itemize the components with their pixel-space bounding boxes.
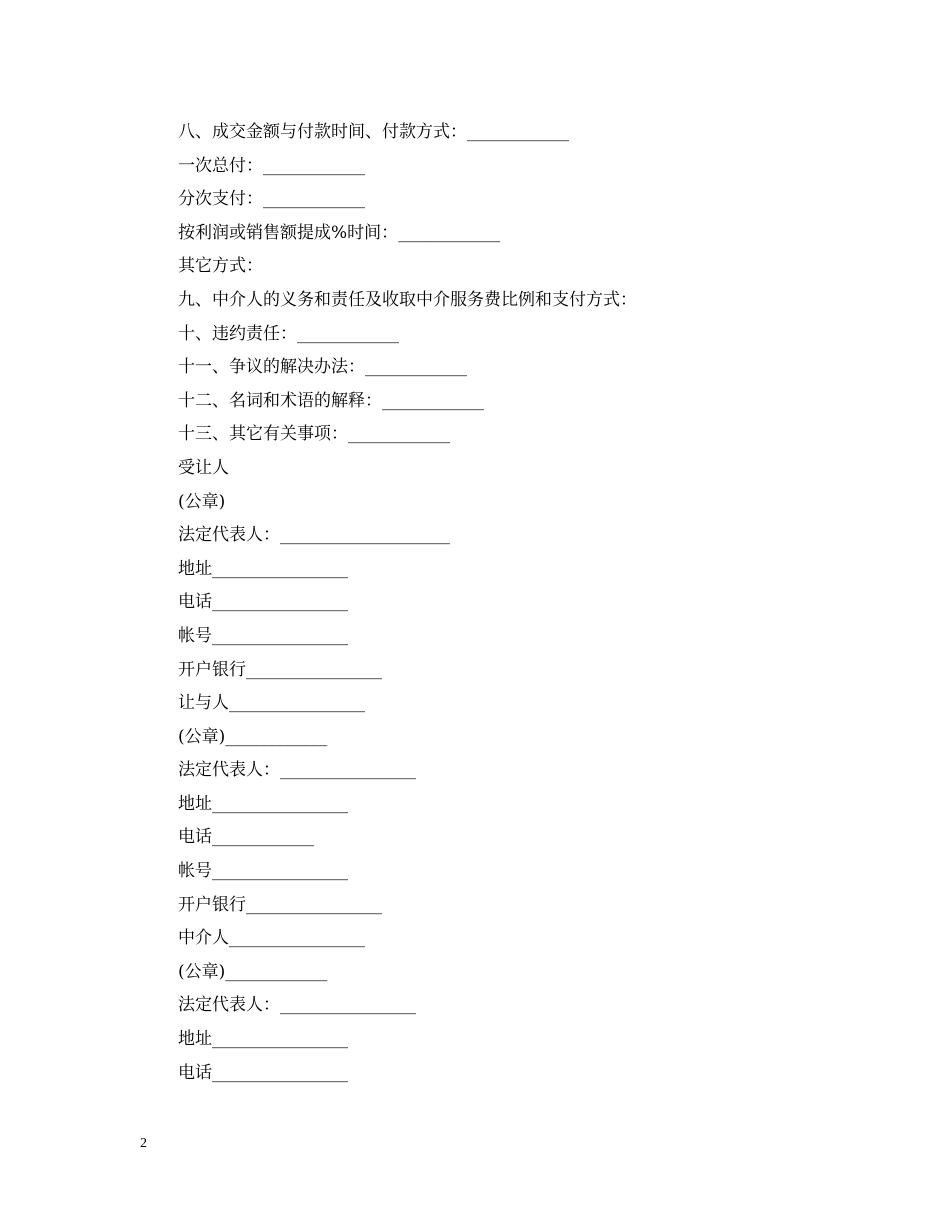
clause-10-liability: 十、违约责任：____________ [178, 323, 399, 344]
page-number: 2 [140, 1136, 147, 1151]
assignor-phone: 电话____________ [178, 827, 314, 848]
assignee-account: 帐号________________ [178, 625, 348, 646]
assignee-address: 地址________________ [178, 558, 348, 579]
document-body [178, 116, 878, 1090]
intermediary-address: 地址________________ [178, 1029, 348, 1050]
clause-12-terms: 十二、名词和术语的解释：____________ [178, 390, 484, 411]
intermediary-phone: 电话________________ [178, 1062, 348, 1083]
assignee-phone: 电话________________ [178, 592, 348, 613]
clause-8-payment: 八、成交金额与付款时间、付款方式：____________ [178, 122, 569, 142]
payment-other: 其它方式： [178, 256, 263, 277]
payment-installments: 分次支付：____________ [178, 189, 365, 210]
payment-lump-sum: 一次总付：____________ [178, 155, 365, 176]
assignee-seal: (公章) [178, 491, 226, 512]
assignee-heading: 受让人 [178, 457, 229, 478]
assignee-bank: 开户银行________________ [178, 659, 382, 680]
assignor-account: 帐号________________ [178, 861, 348, 882]
intermediary-seal: (公章)____________ [178, 961, 328, 982]
assignor-bank: 开户银行________________ [178, 894, 382, 915]
intermediary-legal-rep: 法定代表人：________________ [178, 995, 416, 1016]
clause-11-dispute: 十一、争议的解决办法：____________ [178, 357, 467, 378]
payment-commission: 按利润或销售额提成%时间：____________ [178, 222, 501, 243]
assignor-seal: (公章)____________ [178, 726, 328, 747]
assignor-legal-rep: 法定代表人：________________ [178, 760, 416, 781]
clause-9-intermediary: 九、中介人的义务和责任及收取中介服务费比例和支付方式： [178, 289, 637, 310]
clause-13-other: 十三、其它有关事项：____________ [178, 424, 450, 445]
assignee-legal-rep: 法定代表人：____________________ [178, 525, 450, 546]
assignor-address: 地址________________ [178, 793, 348, 814]
intermediary-heading: 中介人________________ [178, 928, 365, 949]
assignor-heading: 让与人________________ [178, 693, 365, 714]
